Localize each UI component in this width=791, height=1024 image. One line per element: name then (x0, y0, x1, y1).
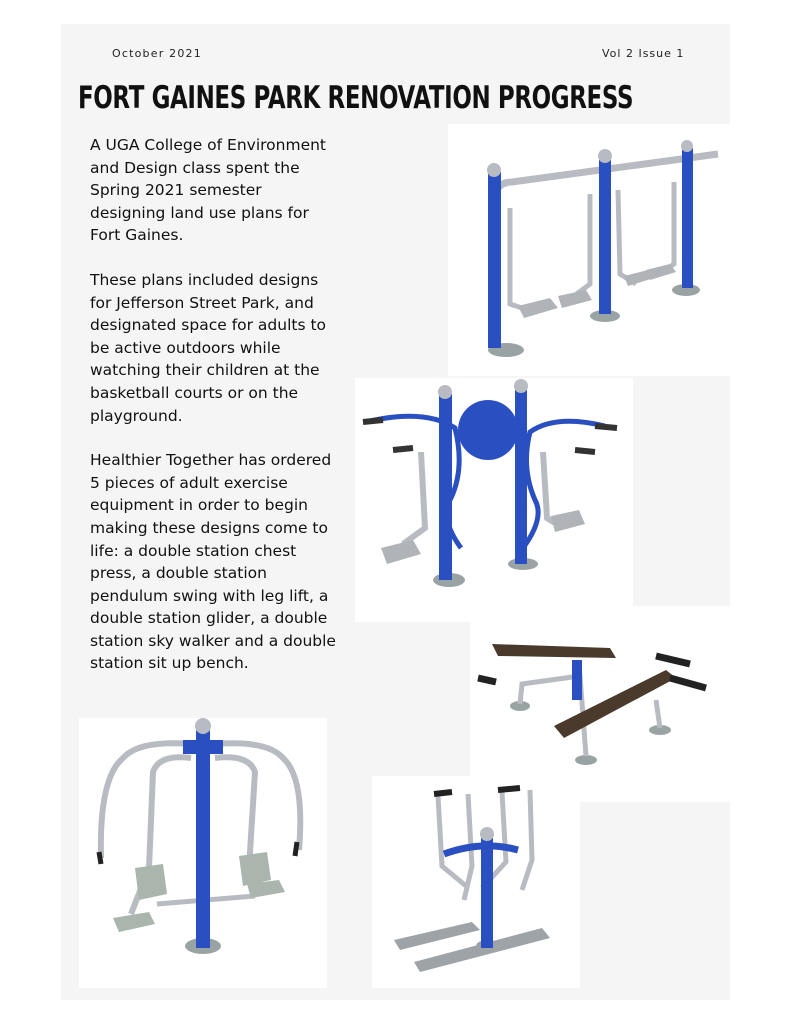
paragraph-2: These plans included designs for Jefferson Street Park, and designated space for adults to be active outdoors while watching their children at the basketball courts or on the playground. (90, 270, 327, 425)
paragraph-1: A UGA College of Environment and Design class spent the Spring 2021 semester designing land use plans for Fort Gaines. (90, 136, 327, 245)
pendulum-swing-image (355, 378, 633, 622)
article-body (90, 134, 340, 697)
chest-press-equipment-icon (79, 718, 327, 988)
sky-walker-equipment-icon (448, 124, 730, 376)
page-title: FORT GAINES PARK RENOVATION PROGRESS (78, 80, 634, 116)
chest-press-image (79, 718, 327, 988)
glider-equipment-icon (372, 776, 580, 988)
issue-date: October 2021 (112, 47, 202, 60)
issue-number: Vol 2 Issue 1 (602, 47, 685, 60)
sit-up-bench-image (470, 606, 730, 802)
sit-up-bench-equipment-icon (470, 606, 730, 802)
sky-walker-image (448, 124, 730, 376)
glider-image (372, 776, 580, 988)
pendulum-swing-equipment-icon (355, 378, 633, 622)
paragraph-3: Healthier Together has ordered 5 pieces of adult exercise equipment in order to begin making these designs come to life: a double station chest press, a double station pendulum swing with leg lift, a double station glider, a double station sky walker and a double station sit up bench. (90, 451, 336, 673)
